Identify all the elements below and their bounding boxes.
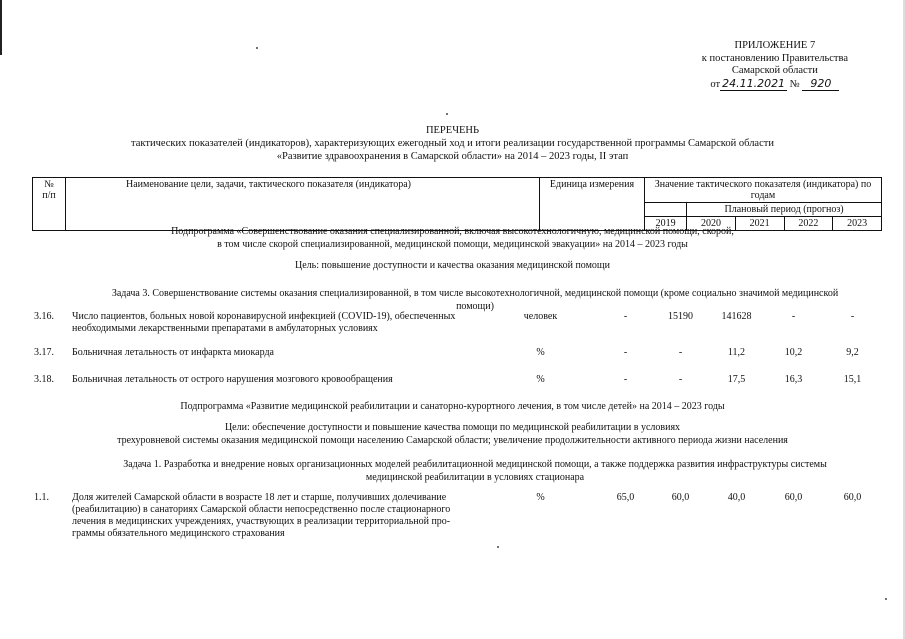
scan-speck xyxy=(446,113,448,115)
appendix-stamp xyxy=(702,40,848,91)
row-value-2021: 17,5 xyxy=(727,374,746,385)
appendix-line-2: к постановлению Правительства xyxy=(701,52,848,64)
header-year-2021: 2021 xyxy=(735,217,784,231)
from-label: от xyxy=(710,78,721,90)
document-title xyxy=(0,124,905,163)
row-name-line-1: Доля жителей Самарской области в возрасте 18 лет и старше, получивших долечивание xyxy=(72,492,447,503)
row-name-line-4: граммы обязательного медицинского страхования xyxy=(72,528,285,539)
header-value-group: Значение тактического показателя (индикатора) по годам xyxy=(645,178,882,203)
header-num-cell xyxy=(33,178,66,231)
subprogram-2-goal-line-1: Цели: обеспечение доступности и повышение качества помощи по медицинской реабилитации в условиях xyxy=(224,422,681,433)
subprogram-2-goals xyxy=(0,422,905,447)
row-value-2021: 40,0 xyxy=(727,492,746,503)
row-value-2022: 16,3 xyxy=(784,374,803,385)
row-name xyxy=(72,311,502,335)
number-label: № xyxy=(789,78,800,90)
header-num: № xyxy=(44,179,54,190)
row-value-2023: 9,2 xyxy=(846,347,859,358)
appendix-title: ПРИЛОЖЕНИЕ 7 xyxy=(734,40,816,51)
title-line-2: «Развитие здравоохранения в Самарской области» на 2014 – 2023 годы, II этап xyxy=(276,151,629,162)
row-value-2022: - xyxy=(791,311,796,322)
row-unit: % xyxy=(536,374,545,385)
header-num-2: п/п xyxy=(42,190,56,201)
row-name-line-2: (реабилитацию) в санаториях Самарской области непосредственно после стационарного xyxy=(72,504,451,515)
row-name-line-1: Число пациентов, больных новой коронавирусной инфекцией (COVID-19), обеспеченных xyxy=(72,311,456,322)
subprogram-1-line-2: в том числе скорой специализированной, медицинской помощи, медицинской эвакуации» на 2014 – 2023 годы xyxy=(217,238,688,250)
row-value-2019: - xyxy=(623,311,628,322)
appendix-date-line xyxy=(702,78,848,92)
row-num: 3.18. xyxy=(34,374,54,385)
row-unit: % xyxy=(536,492,545,503)
header-year-2020: 2020 xyxy=(687,217,736,231)
task-1-line-2: медицинской реабилитации в условиях стационара xyxy=(365,471,585,483)
row-value-2019: - xyxy=(623,374,628,385)
header-year-2019: 2019 xyxy=(645,217,687,231)
scan-speck xyxy=(497,546,499,548)
subprogram-1-goal: Цель: повышение доступности и качества оказания медицинской помощи xyxy=(295,260,610,271)
header-year-2023: 2023 xyxy=(833,217,882,231)
row-value-2019: 65,0 xyxy=(616,492,635,503)
row-num: 3.16. xyxy=(34,311,54,322)
row-unit: % xyxy=(536,347,545,358)
row-name: Больничная летальность от острого нарушения мозгового кровообращения xyxy=(72,374,393,385)
task-3-line-2: помощи) xyxy=(456,300,494,312)
subprogram-2-task xyxy=(80,459,870,484)
row-value-2023: - xyxy=(850,311,855,322)
header-unit: Единица измерения xyxy=(540,178,645,231)
row-value-2020: - xyxy=(678,347,683,358)
row-value-2019: - xyxy=(623,347,628,358)
appendix-line-3: Самарской области xyxy=(731,65,818,76)
title-heading: ПЕРЕЧЕНЬ xyxy=(425,125,480,136)
header-year-2022: 2022 xyxy=(784,217,833,231)
row-name xyxy=(72,492,502,540)
subprogram-1-title xyxy=(0,226,905,251)
subprogram-1-task xyxy=(80,288,870,313)
scan-edge-left xyxy=(0,0,2,55)
row-value-2022: 10,2 xyxy=(784,347,803,358)
row-value-2020: - xyxy=(678,374,683,385)
row-name-line-3: лечения в медицинских учреждениях, участвующих в реализации территориальной про- xyxy=(72,516,451,527)
header-plan-period: Плановый период (прогноз) xyxy=(687,203,882,217)
scan-speck xyxy=(885,598,887,600)
handwritten-number: 920 xyxy=(802,77,839,91)
row-value-2022: 60,0 xyxy=(784,492,803,503)
indicators-table-header xyxy=(32,177,882,231)
task-3-line-1: Задача 3. Совершенствование системы оказания специализированной, в том числе высокотехнологичной, медицинской помощи (кроме социально значимой медицинской xyxy=(111,288,839,299)
subprogram-2-title: Подпрограмма «Развитие медицинской реабилитации и санаторно-курортного лечения, в том числе детей» на 2014 – 2023 годы xyxy=(180,401,725,412)
subprogram-2-goal-line-2: трехуровневой системы оказания медицинской помощи населению Самарской области; увеличение продолжительности активного периода жизни населения xyxy=(117,434,788,446)
row-unit: человек xyxy=(523,311,558,322)
handwritten-date: 24.11.2021 xyxy=(722,76,786,90)
header-empty xyxy=(645,203,687,217)
row-value-2023: 15,1 xyxy=(843,374,862,385)
header-name: Наименование цели, задачи, тактического показателя (индикатора) xyxy=(66,178,540,231)
row-value-2023: 60,0 xyxy=(843,492,862,503)
row-name-line-2: необходимыми лекарственными препаратами в амбулаторных условиях xyxy=(72,323,378,334)
row-value-2021: 141628 xyxy=(721,311,752,322)
row-name: Больничная летальность от инфаркта миокарда xyxy=(72,347,274,358)
row-value-2020: 60,0 xyxy=(671,492,690,503)
subprogram-1-line-1: Подпрограмма «Совершенствование оказания специализированной, включая высокотехнологичную, медицинской помощи, скорой, xyxy=(171,226,734,237)
row-num: 3.17. xyxy=(34,347,54,358)
task-1-line-1: Задача 1. Разработка и внедрение новых организационных моделей реабилитационной медицинской помощи, а также поддержка развития инфраструктуры системы xyxy=(123,459,827,470)
row-num: 1.1. xyxy=(34,492,49,503)
row-value-2020: 15190 xyxy=(668,311,693,322)
title-line-1: тактических показателей (индикаторов), характеризующих ежегодный ход и итоги реализации государственной программы Самарской области xyxy=(131,138,774,149)
row-value-2021: 11,2 xyxy=(727,347,746,358)
scan-speck xyxy=(256,47,258,49)
